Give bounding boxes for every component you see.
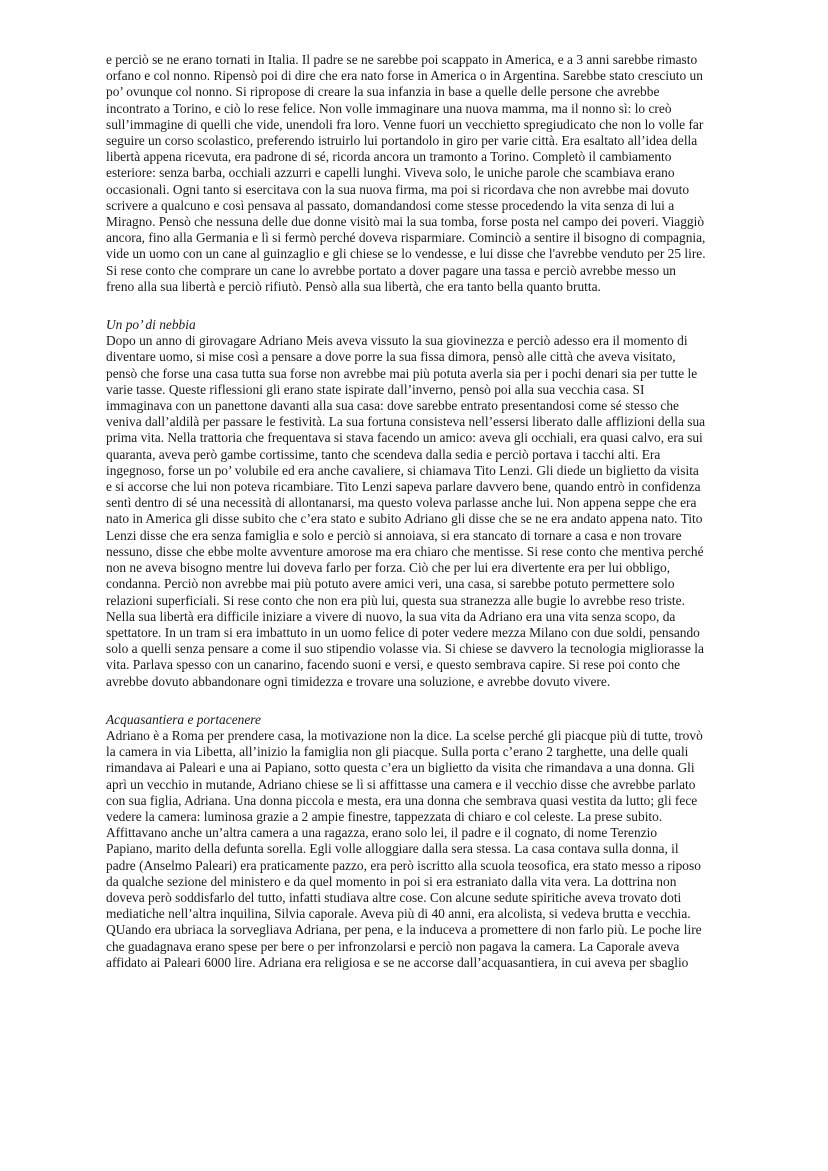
section-spacer bbox=[106, 295, 706, 317]
section-title-nebbia: Un po’ di nebbia bbox=[106, 317, 196, 333]
section-spacer bbox=[106, 690, 706, 712]
document-page bbox=[106, 52, 706, 971]
paragraph-nebbia: Dopo un anno di girovagare Adriano Meis aveva vissuto la sua giovinezza e perciò adesso era il momento di diventare uomo, si mise così a pensare a dove porre la sua fissa dimora, pensò alle città che aveva visitato, pensò che forse una casa tutta sua forse non avrebbe mai più potuta averla sia per i pochi denari sia per tutte le varie tasse. Queste riflessioni gli erano state ispirate dall’inverno, pensò poi alla sua vecchia casa. SI immaginava con un panettone davanti alla sua casa: dove sarebbe entrato presentandosi come sé stesso che veniva dall’aldilà per passare le festività. La sua fortuna consisteva nell’essersi liberato dalle afflizioni della sua prima vita. Nella trattoria che frequentava si stava facendo un amico: aveva gli occhiali, era quasi calvo, era sui quaranta, aveva però gambe cortissime, tanto che scendeva dalla sedia e perciò portava i tacchi alti. Era ingegnoso, forse un po’ volubile ed era anche cavaliere, si chiamava Tito Lenzi. Gli diede un biglietto da visita e si accorse che lui non poteva ricambiare. Tito Lenzi sapeva parlare davvero bene, quando entrò in confidenza sentì dentro di sé una necessità di allontanarsi, ma questo voleva parlasse anche lui. Non appena seppe che era nato in America gli disse subito che c’era stato e subito Adriano gli disse che se ne era andato appena nato. Tito Lenzi disse che era senza famiglia e solo e perciò si annoiava, si era stancato di tornare a casa e non trovare nessuno, disse che ebbe molte avventure amorose ma era chiaro che mentisse. Si rese conto che mentiva perché non ne aveva bisogno mentre lui doveva farlo per forza. Ciò che per lui era divertente era per lui obbligo, condanna. Perciò non avrebbe mai più potuto avere amici veri, una casa, si sarebbe potuto permettere solo relazioni superficiali. Si rese conto che non era più lui, questa sua stranezza alle bugie lo avrebbe reso triste. Nella sua libertà era difficile iniziare a vivere di nuovo, la sua vita da Adriano era una vita senza scopo, da spettatore. In un tram si era imbattuto in un uomo felice di poter vedere mezza Milano con due soldi, pensando solo a quelli senza pensare a come il suo stipendio volasse via. Si chiese se davvero la tecnologia migliorasse la vita. Parlava spesso con un canarino, facendo suoni e versi, e questo sembrava capire. Si rese poi conto che avrebbe dovuto abbandonare ogni timidezza e trovare una soluzione, e avrebbe dovuto vivere. bbox=[106, 333, 706, 689]
section-title-acquasantiera: Acquasantiera e portacenere bbox=[106, 711, 261, 727]
paragraph-acquasantiera: Adriano è a Roma per prendere casa, la motivazione non la dice. La scelse perché gli piacque più di tutte, trovò la camera in via Libetta, all’inizio la famiglia non gli piacque. Sulla porta c’erano 2 targhette, una delle quali rimandava ai Paleari e una ai Papiano, sotto questa c’era un biglietto da visita che rimandava a una donna. Gli aprì un vecchio in mutande, Adriano chiese se lì si affittasse una camera e il vecchio disse che avrebbe parlato con sua figlia, Adriana. Una donna piccola e mesta, era una donna che sembrava quasi vestita da lutto; gli fece vedere la camera: luminosa grazie a 2 ampie finestre, tappezzata di chiaro e col celeste. La prese subito. Affittavano anche un’altra camera a una ragazza, erano solo lei, il padre e il cognato, di nome Terenzio Papiano, marito della defunta sorella. Egli volle alloggiare dalla sera stessa. La casa contava sulla donna, il padre (Anselmo Paleari) era praticamente pazzo, era però iscritto alla scuola teosofica, era stato messo a riposo da qualche sezione del ministero e da quel momento in poi si era estraniato dalla vita vera. La dottrina non doveva però soddisfarlo del tutto, infatti studiava altre cose. Con alcune sedute spiritiche aveva trovato doti mediatiche nell’altra inquilina, Silvia caporale. Aveva più di 40 anni, era alcolista, si vedeva brutta e vecchia. QUando era ubriaca la sorvegliava Adriana, per pena, e la induceva a promettere di non farlo più. Le poche lire che guadagnava erano spese per bere o per infronzolarsi e perciò non pagava la camera. La Caporale aveva affidato ai Paleari 6000 lire. Adriana era religiosa e se ne accorse dall’acquasantiera, in cui aveva per sbaglio bbox=[106, 727, 703, 970]
paragraph-continuation: e perciò se ne erano tornati in Italia. Il padre se ne sarebbe poi scappato in America, e a 3 anni sarebbe rimasto orfano e col nonno. Ripensò poi di dire che era nato forse in America o in Argentina. Sarebbe stato cresciuto un po’ ovunque col nonno. Si ripropose di creare la sua infanzia in base a quelle delle persone che avrebbe incontrato a Torino, e ciò lo rese felice. Non volle immaginare una nuova mamma, ma il nonno sì: lo creò sull’immagine di quelli che vide, unendoli fra loro. Venne fuori un vecchietto spregiudicato che non lo volle far seguire un corso scolastico, preferendo istruirlo lui portandolo in giro per varie città. Era esaltato all’idea della libertà appena ricevuta, era padrone di sé, ricorda ancora un tramonto a Torino. Completò il cambiamento esteriore: senza barba, occhiali azzurri e capelli lunghi. Viveva solo, le uniche parole che scambiava erano occasionali. Ogni tanto si esercitava con la sua nuova firma, ma poi si ricordava che non avrebbe mai dovuto scrivere a qualcuno e così pensava al passato, domandandosi come stesse procedendo la vita senza di lui a Miragno. Pensò che nessuna delle due donne visitò mai la sua tomba, forse posta nel campo dei poveri. Viaggiò ancora, fino alla Germania e lì si fermò perché doveva risparmiare. Cominciò a sentire il bisogno di compagnia, vide un uomo con un cane al guinzaglio e gli chiese se lo vendesse, e lui disse che l'avrebbe venduto per 25 lire. Si rese conto che comprare un cane lo avrebbe portato a dover pagare una tassa e perciò avrebbe messo un freno alla sua libertà e perciò rifiutò. Pensò alla sua libertà, che era tanto bella quanto brutta. bbox=[106, 52, 706, 294]
